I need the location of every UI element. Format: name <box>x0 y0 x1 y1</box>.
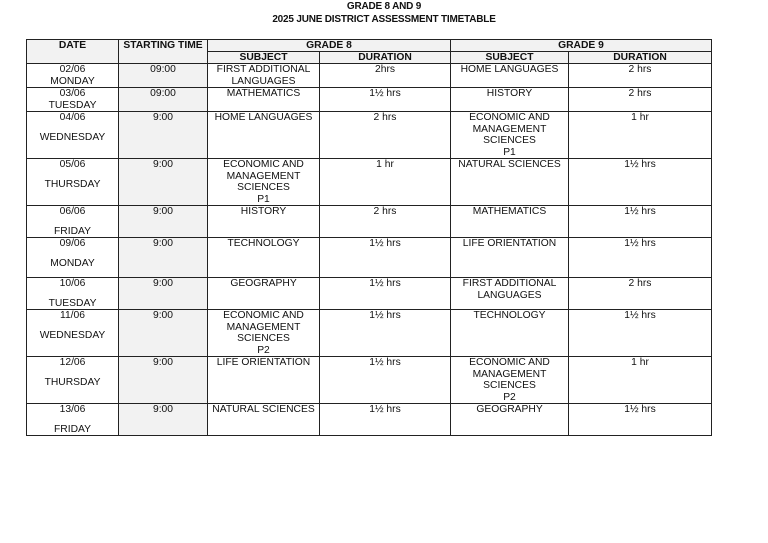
day-value: WEDNESDAY <box>39 131 106 143</box>
grade9-duration-cell: 1½ hrs <box>569 404 712 436</box>
grade8-subject-cell <box>208 159 320 206</box>
date-cell <box>27 404 119 436</box>
date-value: 02/06 <box>59 64 86 75</box>
day-value: TUESDAY <box>48 297 97 309</box>
day-value: THURSDAY <box>44 376 101 388</box>
date-value: 04/06 <box>59 112 86 123</box>
column-header-grade9: GRADE 9 <box>451 40 712 52</box>
grade8-subject-cell: FIRST ADDITIONAL LANGUAGES <box>208 64 320 88</box>
grade9-duration-cell: 1 hr <box>569 357 712 404</box>
grade9-duration-cell: 1½ hrs <box>569 310 712 357</box>
grade8-subject-cell: GEOGRAPHY <box>208 278 320 310</box>
table-row <box>27 64 712 88</box>
date-value: 09/06 <box>59 238 86 249</box>
grade8-duration-cell: 1½ hrs <box>320 88 451 112</box>
grade9-duration-cell: 1 hr <box>569 112 712 159</box>
column-header-grade8-duration: DURATION <box>320 52 451 64</box>
grade8-duration-cell: 1½ hrs <box>320 404 451 436</box>
time-cell: 9:00 <box>119 278 208 310</box>
paper-number: P2 <box>503 391 516 403</box>
grade8-duration-cell: 1½ hrs <box>320 238 451 278</box>
date-value: 03/06 <box>59 88 86 99</box>
document-subtitle: 2025 JUNE DISTRICT ASSESSMENT TIMETABLE <box>272 14 496 25</box>
time-cell: 09:00 <box>119 88 208 112</box>
grade8-duration-cell: 2 hrs <box>320 206 451 238</box>
day-value: TUESDAY <box>48 99 97 111</box>
grade9-duration-cell: 2 hrs <box>569 278 712 310</box>
table-row <box>27 404 712 436</box>
document-title: GRADE 8 AND 9 <box>346 1 422 12</box>
time-cell: 9:00 <box>119 159 208 206</box>
day-value: MONDAY <box>50 257 95 269</box>
grade9-subject-cell <box>451 112 569 159</box>
table-row <box>27 206 712 238</box>
grade9-subject-cell: FIRST ADDITIONAL LANGUAGES <box>451 278 569 310</box>
grade8-duration-cell: 1½ hrs <box>320 310 451 357</box>
grade9-subject-cell: TECHNOLOGY <box>451 310 569 357</box>
grade9-subject-cell: GEOGRAPHY <box>451 404 569 436</box>
date-value: 13/06 <box>59 404 86 415</box>
column-header-date: DATE <box>27 40 119 64</box>
date-value: 11/06 <box>59 310 85 321</box>
column-header-grade8-subject: SUBJECT <box>208 52 320 64</box>
table-row <box>27 88 712 112</box>
subject-name: ECONOMIC AND MANAGEMENT SCIENCES <box>223 310 304 344</box>
time-cell: 09:00 <box>119 64 208 88</box>
table-row <box>27 357 712 404</box>
date-cell <box>27 112 119 159</box>
grade9-duration-cell: 2 hrs <box>569 64 712 88</box>
date-cell <box>27 357 119 404</box>
date-cell <box>27 88 119 112</box>
time-cell: 9:00 <box>119 404 208 436</box>
grade8-duration-cell: 2hrs <box>320 64 451 88</box>
day-value: FRIDAY <box>54 423 91 435</box>
column-header-grade8: GRADE 8 <box>208 40 451 52</box>
date-cell <box>27 159 119 206</box>
day-value: FRIDAY <box>54 225 91 237</box>
subject-name: ECONOMIC AND MANAGEMENT SCIENCES <box>469 112 550 146</box>
paper-number: P2 <box>257 344 270 356</box>
paper-number: P1 <box>503 146 516 158</box>
grade9-subject-cell: LIFE ORIENTATION <box>451 238 569 278</box>
grade9-duration-cell: 1½ hrs <box>569 238 712 278</box>
grade8-subject-cell: LIFE ORIENTATION <box>208 357 320 404</box>
subject-name: ECONOMIC AND MANAGEMENT SCIENCES <box>469 357 550 391</box>
time-cell: 9:00 <box>119 238 208 278</box>
date-cell <box>27 278 119 310</box>
table-row <box>27 278 712 310</box>
date-value: 10/06 <box>59 278 86 289</box>
column-header-grade9-duration: DURATION <box>569 52 712 64</box>
grade9-subject-cell: HISTORY <box>451 88 569 112</box>
table-row <box>27 159 712 206</box>
grade9-subject-cell: MATHEMATICS <box>451 206 569 238</box>
grade8-subject-cell: HOME LANGUAGES <box>208 112 320 159</box>
date-cell <box>27 206 119 238</box>
timetable <box>26 39 712 436</box>
date-value: 12/06 <box>59 357 86 368</box>
grade8-subject-cell: HISTORY <box>208 206 320 238</box>
paper-number: P1 <box>257 193 270 205</box>
day-value: MONDAY <box>50 75 95 87</box>
time-cell: 9:00 <box>119 357 208 404</box>
day-value: THURSDAY <box>44 178 101 190</box>
grade9-subject-cell <box>451 357 569 404</box>
grade8-subject-cell: TECHNOLOGY <box>208 238 320 278</box>
time-cell: 9:00 <box>119 310 208 357</box>
time-cell: 9:00 <box>119 206 208 238</box>
grade8-subject-cell: NATURAL SCIENCES <box>208 404 320 436</box>
date-cell <box>27 310 119 357</box>
date-value: 05/06 <box>59 159 86 170</box>
date-value: 06/06 <box>59 206 86 217</box>
date-cell <box>27 238 119 278</box>
grade9-subject-cell: NATURAL SCIENCES <box>451 159 569 206</box>
grade8-subject-cell: MATHEMATICS <box>208 88 320 112</box>
day-value: WEDNESDAY <box>39 329 106 341</box>
table-row <box>27 310 712 357</box>
date-cell <box>27 64 119 88</box>
time-cell: 9:00 <box>119 112 208 159</box>
subject-name: ECONOMIC AND MANAGEMENT SCIENCES <box>223 159 304 193</box>
column-header-grade9-subject: SUBJECT <box>451 52 569 64</box>
grade9-duration-cell: 1½ hrs <box>569 159 712 206</box>
header-row-top <box>27 40 712 52</box>
table-row <box>27 112 712 159</box>
grade8-duration-cell: 2 hrs <box>320 112 451 159</box>
grade8-duration-cell: 1 hr <box>320 159 451 206</box>
grade8-subject-cell <box>208 310 320 357</box>
grade8-duration-cell: 1½ hrs <box>320 278 451 310</box>
column-header-starting-time: STARTING TIME <box>119 40 208 64</box>
grade8-duration-cell: 1½ hrs <box>320 357 451 404</box>
grade9-duration-cell: 1½ hrs <box>569 206 712 238</box>
grade9-subject-cell: HOME LANGUAGES <box>451 64 569 88</box>
grade9-duration-cell: 2 hrs <box>569 88 712 112</box>
table-row <box>27 238 712 278</box>
